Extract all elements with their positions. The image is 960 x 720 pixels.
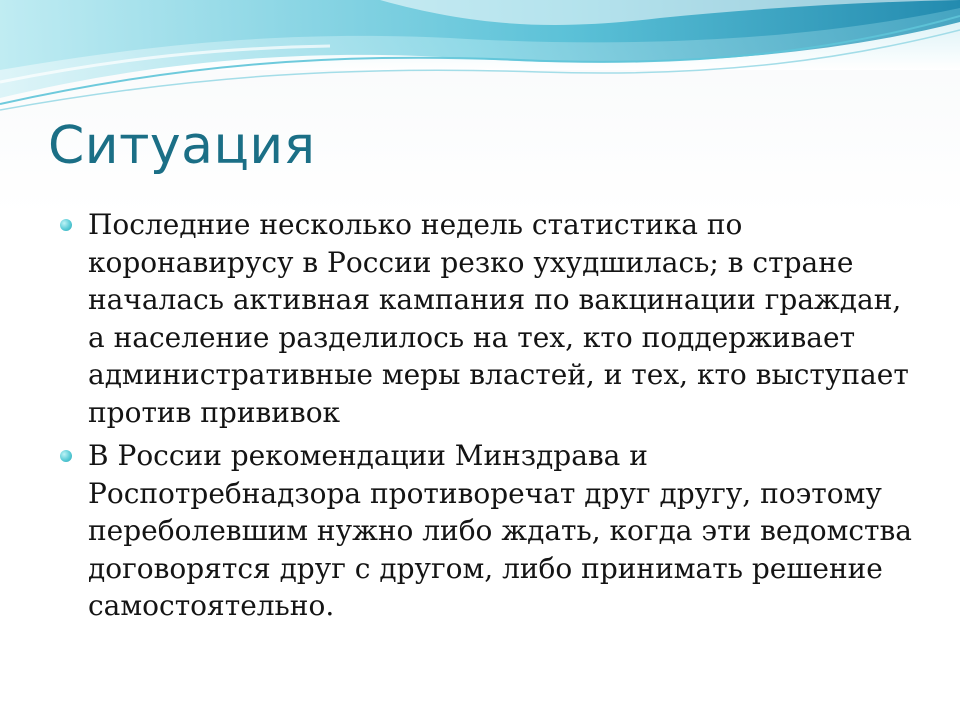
bullet-text: Последние несколько недель статистика по коронавирусу в России резко ухудшилась; в стране началась активная кампания по вакцинации граждан, а население разделилось на тех, кто поддерживает административные меры властей, и тех, кто выступает против прививок	[88, 208, 909, 429]
bullet-list	[60, 206, 920, 631]
bullet-item	[60, 437, 920, 625]
bullet-dot-icon	[60, 450, 72, 462]
slide-title: Ситуация	[48, 116, 316, 176]
bullet-dot-icon	[60, 219, 72, 231]
bullet-item	[60, 206, 920, 431]
bullet-text: В России рекомендации Минздрава и Роспотребнадзора противоречат друг другу, поэтому переболевшим нужно либо ждать, когда эти ведомства договорятся друг с другом, либо принимать решение самостоятельно.	[88, 439, 912, 622]
decorative-wave-header	[0, 0, 960, 130]
